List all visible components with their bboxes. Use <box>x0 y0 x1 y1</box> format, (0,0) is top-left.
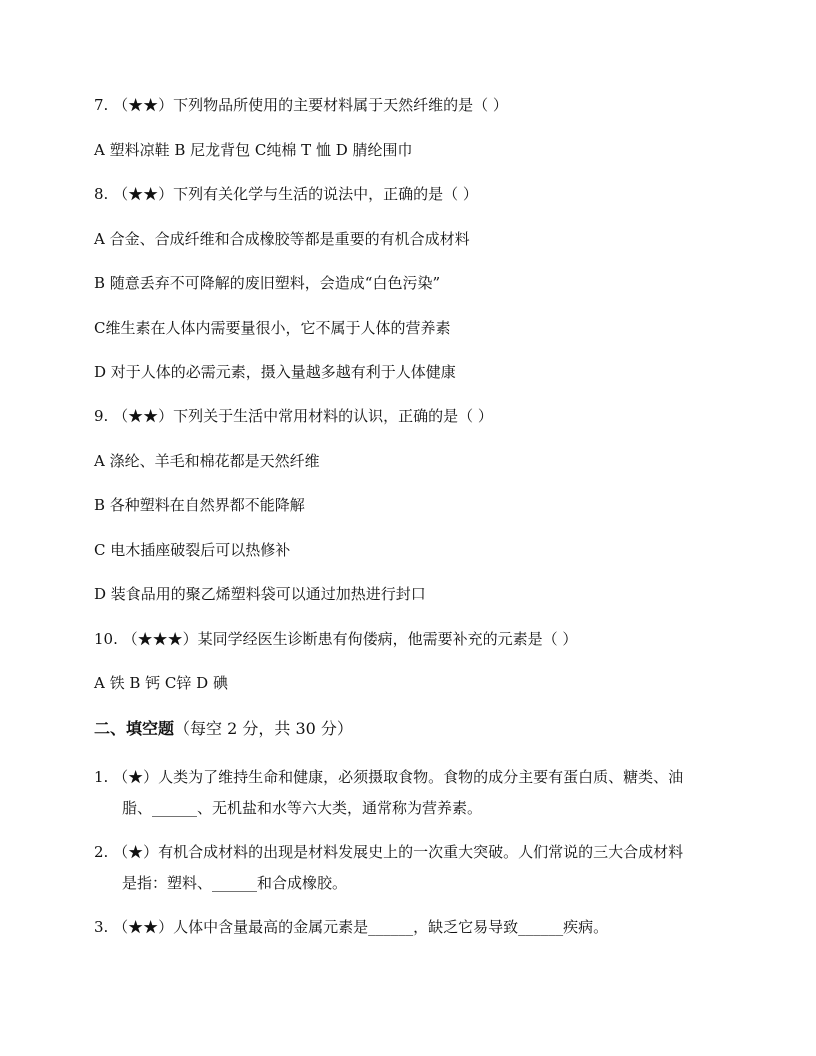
section-title: 二、填空题 <box>94 719 175 738</box>
question-10-stem: 10. （★★★）某同学经医生诊断患有佝偻病，他需要补充的元素是（ ） <box>94 630 578 648</box>
section-note: （每空 2 分，共 30 分） <box>174 719 353 738</box>
question-7-stem: 7. （★★）下列物品所使用的主要材料属于天然纤维的是（ ） <box>94 96 508 114</box>
question-9-option-d: D 装食品用的聚乙烯塑料袋可以通过加热进行封口 <box>94 585 426 603</box>
fill-question-2-line-2: 是指：塑料、______和合成橡胶。 <box>122 874 348 892</box>
question-9-option-a: A 涤纶、羊毛和棉花都是天然纤维 <box>94 452 320 470</box>
fill-question-1-line-1: 1. （★）人类为了维持生命和健康，必须摄取食物。食物的成分主要有蛋白质、糖类、油 <box>94 768 684 786</box>
question-8-option-c: C维生素在人体内需要量很小，它不属于人体的营养素 <box>94 319 451 337</box>
question-9-option-c: C 电木插座破裂后可以热修补 <box>94 541 291 559</box>
fill-question-1-line-2: 脂、______、无机盐和水等六大类，通常称为营养素。 <box>122 799 483 817</box>
question-8-option-a: A 合金、合成纤维和合成橡胶等都是重要的有机合成材料 <box>94 230 470 248</box>
question-8-option-d: D 对于人体的必需元素，摄入量越多越有利于人体健康 <box>94 363 456 381</box>
question-9-stem: 9. （★★）下列关于生活中常用材料的认识，正确的是（ ） <box>94 407 493 425</box>
question-8-stem: 8. （★★）下列有关化学与生活的说法中，正确的是（ ） <box>94 185 478 203</box>
fill-question-3-line-1: 3. （★★）人体中含量最高的金属元素是______，缺乏它易导致______疾病。 <box>94 918 609 936</box>
question-9-option-b: B 各种塑料在自然界都不能降解 <box>94 496 305 514</box>
fill-question-2-line-1: 2. （★）有机合成材料的出现是材料发展史上的一次重大突破。人们常说的三大合成材料 <box>94 843 684 861</box>
question-10-options: A 铁 B 钙 C锌 D 碘 <box>94 674 228 692</box>
section-heading <box>94 718 353 740</box>
question-8-option-b: B 随意丢弃不可降解的废旧塑料，会造成“白色污染” <box>94 274 441 292</box>
question-7-options: A 塑料凉鞋 B 尼龙背包 C纯棉 T 恤 D 腈纶围巾 <box>94 141 413 159</box>
